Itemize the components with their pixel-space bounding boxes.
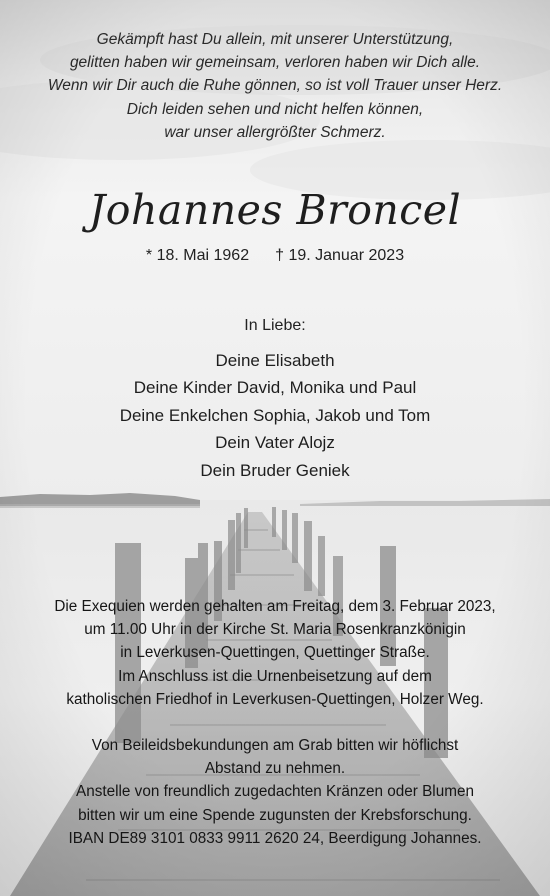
poem-line: Dich leiden sehen und nicht helfen können, bbox=[126, 100, 424, 118]
death-date: † 19. Januar 2023 bbox=[275, 247, 405, 264]
poem-line: war unser allergrößter Schmerz. bbox=[164, 123, 386, 141]
condolence-line: Abstand zu nehmen. bbox=[204, 760, 346, 778]
condolence-line: bitten wir um eine Spende zugunsten der Krebsforschung. bbox=[78, 806, 472, 824]
birth-date: * 18. Mai 1962 bbox=[145, 247, 250, 264]
condolence-notice bbox=[0, 734, 550, 850]
mourner-entry: Deine Kinder David, Monika und Paul bbox=[133, 378, 417, 398]
service-line: in Leverkusen-Quettingen, Quettinger Straße. bbox=[120, 644, 430, 662]
mourners-list bbox=[0, 347, 550, 484]
funeral-service-notice bbox=[0, 595, 550, 711]
service-line: um 11.00 Uhr in der Kirche St. Maria Rosenkranzkönigin bbox=[84, 621, 466, 639]
service-line: Die Exequien werden gehalten am Freitag, dem 3. Februar 2023, bbox=[54, 598, 496, 615]
poem-line: gelitten haben wir gemeinsam, verloren haben wir Dich alle. bbox=[69, 54, 481, 72]
service-line: Im Anschluss ist die Urnenbeisetzung auf dem bbox=[118, 667, 432, 685]
poem-line: Gekämpft hast Du allein, mit unserer Unterstützung, bbox=[96, 31, 454, 48]
donation-iban-line: IBAN DE89 3101 0833 9911 2620 24, Beerdigung Johannes. bbox=[68, 829, 482, 847]
life-dates bbox=[0, 247, 550, 265]
poem-line: Wenn wir Dir auch die Ruhe gönnen, so ist voll Trauer unser Herz. bbox=[47, 77, 503, 95]
mourner-entry: Dein Vater Alojz bbox=[215, 433, 335, 453]
condolence-line: Anstelle von freundlich zugedachten Kränzen oder Blumen bbox=[76, 783, 474, 801]
service-line: katholischen Friedhof in Leverkusen-Quettingen, Holzer Weg. bbox=[66, 690, 484, 708]
deceased-name: Johannes Broncel bbox=[88, 186, 462, 234]
memorial-poem bbox=[0, 28, 550, 144]
condolence-line: Von Beileidsbekundungen am Grab bitten wir höflichst bbox=[91, 737, 459, 754]
mourner-entry: Dein Bruder Geniek bbox=[200, 460, 350, 480]
mourner-entry: Deine Enkelchen Sophia, Jakob und Tom bbox=[119, 405, 431, 425]
mourner-entry: Deine Elisabeth bbox=[215, 351, 335, 370]
mourners-heading: In Liebe: bbox=[244, 317, 306, 334]
